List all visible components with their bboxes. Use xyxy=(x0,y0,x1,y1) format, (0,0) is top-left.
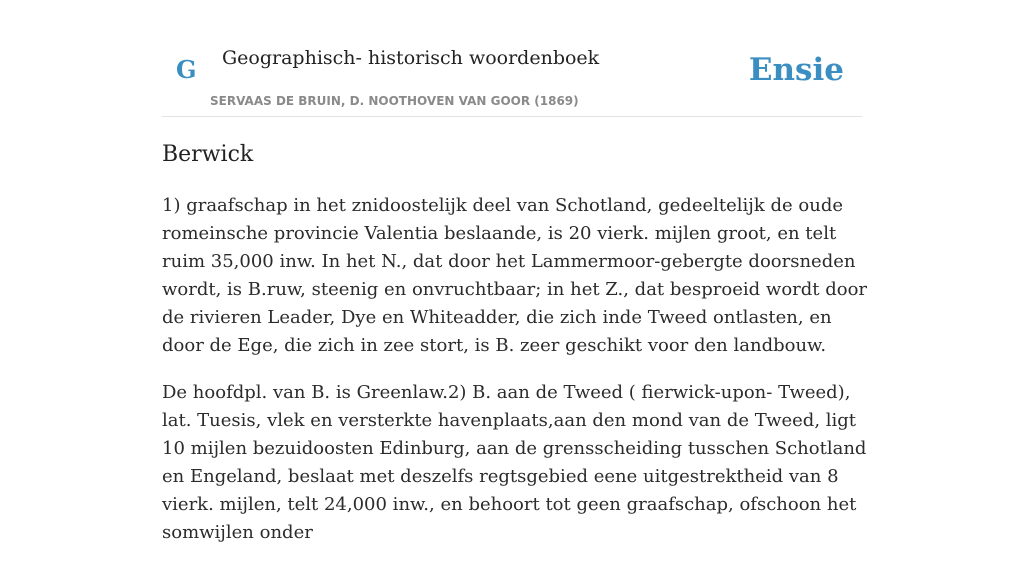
entry-content xyxy=(162,192,868,566)
dictionary-author: SERVAAS DE BRUIN, D. NOOTHOVEN VAN GOOR (1869) xyxy=(210,94,579,108)
entry-paragraph: De hoofdpl. van B. is Greenlaw.2) B. aan de Tweed ( fierwick-upon- Tweed), lat. Tuesis, vlek en versterkte havenplaats,aan den mond van de Tweed, ligt 10 mijlen bezuidoosten Edinburg, aan de grensscheiding tusschen Schotland en Engeland, beslaat met deszelfs regtsgebied eene uitgestrektheid van 8 vierk. mijlen, telt 24,000 inw., en behoort tot geen graafschap, ofschoon het somwijlen onder xyxy=(162,382,867,543)
dictionary-logo[interactable]: G xyxy=(176,55,197,84)
dictionary-title[interactable]: Geographisch- historisch woordenboek xyxy=(222,47,600,69)
entry-headword: Berwick xyxy=(162,142,254,167)
entry-paragraph: 1) graafschap in het znidoostelijk deel van Schotland, gedeeltelijk de oude romeinsche provincie Valentia beslaande, is 20 vierk. mijlen groot, en telt ruim 35,000 inw. In het N., dat door het Lammermoor-gebergte doorsneden wordt, is B.ruw, steenig en onvruchtbaar; in het Z., dat besproeid wordt door de rivieren Leader, Dye en Whiteadder, die zich inde Tweed ontlasten, en door de Ege, die zich in zee stort, is B. zeer geschikt voor den landbouw. xyxy=(162,195,868,356)
site-logo[interactable]: Ensie xyxy=(748,52,844,88)
header xyxy=(162,0,862,117)
